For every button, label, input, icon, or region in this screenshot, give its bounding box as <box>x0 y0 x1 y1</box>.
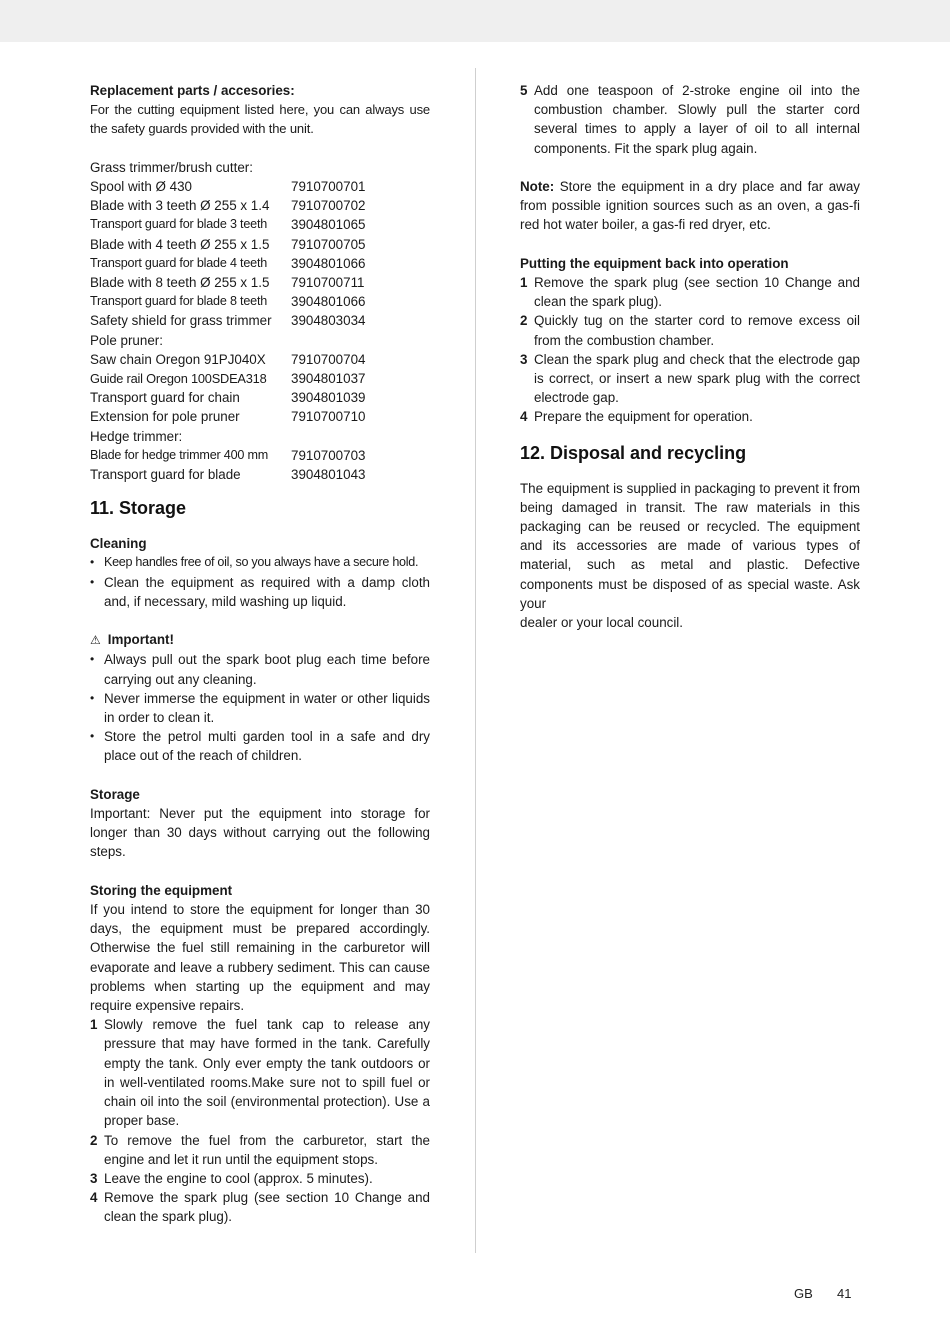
step-text: Add one teaspoon of 2-stroke engine oil into the combustion chamber. Slowly pull the starter cord several times to apply a layer of oil to all internal components. Fit the spark plug again. <box>534 83 860 156</box>
part-number: 3904803034 <box>291 313 366 329</box>
part-number: 3904801037 <box>291 371 366 387</box>
part-name: Blade for hedge trimmer 400 mm <box>90 447 269 462</box>
grass-parts-list <box>90 177 430 331</box>
part-row <box>90 446 430 465</box>
step-number: 3 <box>520 351 528 367</box>
storing-steps-continued <box>520 81 860 158</box>
step-text: Leave the engine to cool (approx. 5 minutes). <box>104 1170 373 1186</box>
list-item <box>90 1015 430 1130</box>
list-item <box>90 1131 430 1169</box>
list-item: • Clean the equipment as required with a damp cloth and, if necessary, mild washing up liquid. <box>90 573 430 611</box>
part-row <box>90 177 430 196</box>
part-name: Spool with Ø 430 <box>90 179 192 194</box>
storing-steps <box>90 1015 430 1226</box>
step-number: 4 <box>90 1190 98 1206</box>
column-divider <box>475 68 476 1253</box>
pole-group-label: Pole pruner: <box>90 332 163 348</box>
list-item <box>90 1169 430 1188</box>
storage-heading: Storage <box>90 786 140 802</box>
step-text: Clean the spark plug and check that the electrode gap is correct, or insert a new spark plug with the correct electrode gap. <box>534 351 860 406</box>
step-text: Slowly remove the fuel tank cap to release any pressure that may have formed in the tank. Carefully empty the tank. Only ever empty the tank outdoors or in well-ventilated rooms.Make sure not to spill fuel or chain oil into the soil (environmental protection). Use a proper base. <box>104 1017 430 1129</box>
important-heading: Important! <box>107 632 174 648</box>
right-column <box>520 81 860 632</box>
part-number: 7910700702 <box>291 198 366 214</box>
step-text: Quickly tug on the starter cord to remove excess oil from the combustion chamber. <box>534 313 860 348</box>
pole-parts-list <box>90 350 430 427</box>
part-number: 7910700710 <box>291 409 366 425</box>
part-number: 3904801039 <box>291 390 366 406</box>
part-number: 7910700711 <box>291 275 365 291</box>
part-row <box>90 369 430 388</box>
list-item <box>90 1188 430 1226</box>
parts-intro: For the cutting equipment listed here, you can always use the safety guards provided with the unit. <box>90 102 430 137</box>
list-item <box>520 273 860 311</box>
back-into-operation-steps <box>520 273 860 427</box>
part-number: 3904801066 <box>291 255 366 271</box>
part-name: Extension for pole pruner <box>90 409 240 425</box>
part-name: Transport guard for blade 3 teeth <box>90 217 268 232</box>
left-column <box>90 81 430 1227</box>
disposal-section-title: 12. Disposal and recycling <box>520 442 747 463</box>
list-item: • Keep handles free of oil, so you always have a secure hold. <box>90 553 430 572</box>
footer-language: GB <box>794 1286 813 1301</box>
part-name: Blade with 3 teeth Ø 255 x 1.4 <box>90 198 270 214</box>
warning-icon: ⚠ <box>90 633 101 648</box>
storage-section-title: 11. Storage <box>90 498 187 519</box>
step-text: To remove the fuel from the carburetor, start the engine and let it run until the equipment stops. <box>104 1132 430 1167</box>
cleaning-list <box>90 553 430 611</box>
part-name: Transport guard for chain <box>90 390 240 406</box>
step-text: Remove the spark plug (see section 10 Change and clean the spark plug). <box>534 275 860 310</box>
part-row <box>90 465 430 484</box>
part-name: Transport guard for blade 8 teeth <box>90 294 268 309</box>
footer-page-number: 41 <box>837 1286 852 1301</box>
note-label: Note: <box>520 179 555 194</box>
page-top-band <box>0 0 950 42</box>
storing-heading: Storing the equipment <box>90 882 233 898</box>
note-paragraph <box>520 177 860 235</box>
step-text: Prepare the equipment for operation. <box>534 409 753 425</box>
disposal-text: The equipment is supplied in packaging to prevent it from being damaged in transit. The raw materials in this packaging can be reused or recycled. The equipment and its accessories are made of various types of material, such as metal and plastic. Defective components must be disposed of as special waste. Ask your <box>520 480 860 611</box>
note-text: Store the equipment in a dry place and far away from possible ignition sources such as an oven, a gas-fi red hot water boiler, a gas-fi red dryer, etc. <box>520 179 860 233</box>
part-number: 3904801043 <box>291 467 366 483</box>
part-name: Saw chain Oregon 91PJ040X <box>90 351 266 367</box>
step-number: 1 <box>520 275 528 290</box>
important-list <box>90 650 430 765</box>
part-row <box>90 215 430 234</box>
part-number: 3904801065 <box>291 217 366 233</box>
part-row <box>90 350 430 369</box>
step-text: Remove the spark plug (see section 10 Change and clean the spark plug). <box>104 1190 430 1225</box>
part-row <box>90 196 430 215</box>
part-row <box>90 292 430 311</box>
part-name: Guide rail Oregon 100SDEA318 <box>90 371 267 387</box>
part-row <box>90 235 430 254</box>
part-row <box>90 311 430 330</box>
important-heading-row <box>90 630 430 650</box>
step-number: 2 <box>520 313 528 329</box>
part-name: Transport guard for blade 4 teeth <box>90 255 268 270</box>
part-name: Safety shield for grass trimmer <box>90 313 272 329</box>
part-row <box>90 254 430 273</box>
list-item <box>520 311 860 349</box>
cleaning-heading: Cleaning <box>90 536 147 552</box>
part-name: Blade with 4 teeth Ø 255 x 1.5 <box>90 236 270 252</box>
step-number: 5 <box>520 83 528 98</box>
part-name: Transport guard for blade <box>90 467 241 483</box>
hedge-parts-list <box>90 446 430 484</box>
list-item: • Always pull out the spark boot plug each time before carrying out any cleaning. <box>90 650 430 688</box>
grass-group-label: Grass trimmer/brush cutter: <box>90 159 253 175</box>
list-item <box>520 350 860 408</box>
part-number: 7910700703 <box>291 447 366 463</box>
part-row <box>90 273 430 292</box>
disposal-text-end: dealer or your local council. <box>520 615 684 631</box>
back-into-operation-heading: Putting the equipment back into operation <box>520 255 789 271</box>
part-number: 3904801066 <box>291 294 366 310</box>
list-item <box>520 407 860 426</box>
part-row <box>90 388 430 407</box>
storage-text: Important: Never put the equipment into storage for longer than 30 days without carrying out the following steps. <box>90 806 430 860</box>
step-number: 3 <box>90 1170 98 1186</box>
list-item <box>520 81 860 158</box>
part-name: Blade with 8 teeth Ø 255 x 1.5 <box>90 275 270 291</box>
part-row <box>90 407 430 426</box>
list-item: • Store the petrol multi garden tool in a safe and dry place out of the reach of children. <box>90 727 430 765</box>
list-item: • Never immerse the equipment in water or other liquids in order to clean it. <box>90 689 430 727</box>
part-number: 7910700705 <box>291 236 366 252</box>
part-number: 7910700704 <box>291 351 366 367</box>
part-number: 7910700701 <box>291 179 366 194</box>
step-number: 2 <box>90 1132 98 1148</box>
step-number: 4 <box>520 409 528 425</box>
storing-text: If you intend to store the equipment for longer than 30 days, the equipment must be prepared accordingly. Otherwise the fuel still remaining in the carburetor will evaporate and leave a rubbery sediment. This can cause problems when starting up the equipment and may require expensive repairs. <box>90 902 430 1014</box>
step-number: 1 <box>90 1017 98 1033</box>
hedge-group-label: Hedge trimmer: <box>90 428 183 444</box>
parts-heading: Replacement parts / accesories: <box>90 83 295 98</box>
